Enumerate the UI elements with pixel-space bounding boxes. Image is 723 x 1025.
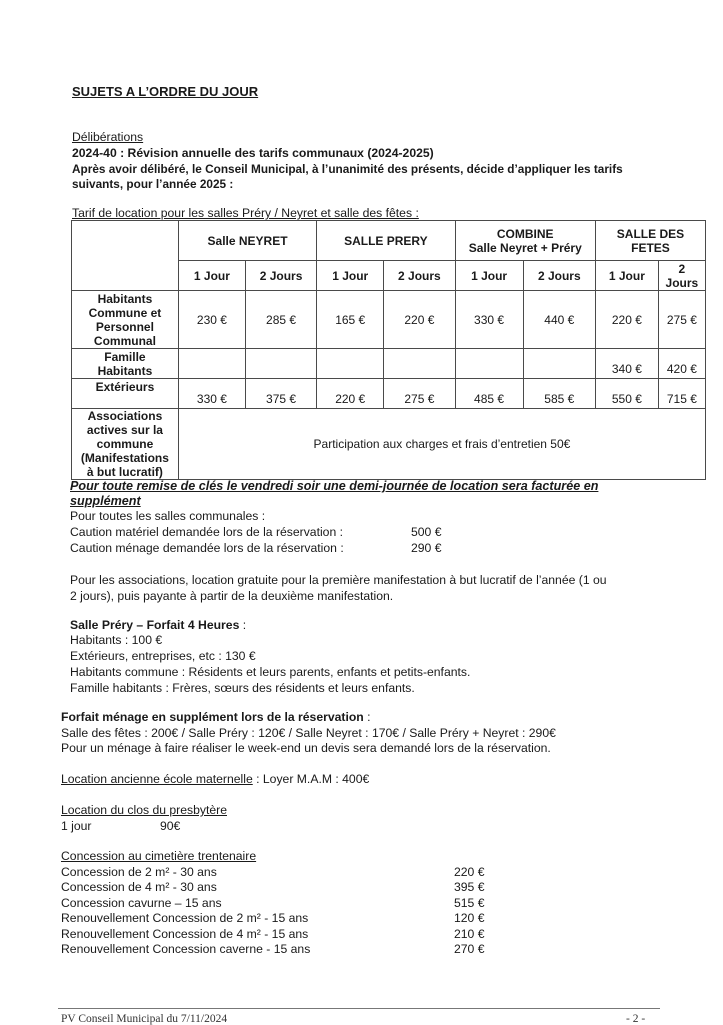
forfait-exterieurs: Extérieurs, entreprises, etc : 130 €: [70, 649, 256, 663]
row-label-line: Communal: [93, 333, 156, 348]
cimetiere-item-amount: 210 €: [454, 927, 485, 941]
sub-fetes-2j: [658, 261, 705, 291]
caution-menage: Caution ménage demandée lors de la réservation :: [70, 541, 344, 555]
table-cell: 220 €: [384, 291, 455, 349]
table-cell: 330 €: [455, 291, 523, 349]
table-cell-empty: [317, 349, 384, 379]
row-label-habitants: [72, 291, 179, 349]
deliberation-text-1: Après avoir délibéré, le Conseil Municipal, à l’unanimité des présents, décide d’appliquer les tarifs: [72, 162, 623, 176]
sub-fetes-1j: 1 Jour: [595, 261, 658, 291]
ecole-text: : Loyer M.A.M : 400€: [252, 772, 370, 786]
row-label-line: Habitants: [97, 363, 153, 378]
forfait-habitants: Habitants : 100 €: [70, 633, 163, 647]
table-row-famille: [72, 349, 706, 379]
ecole-line: [61, 772, 369, 786]
sub-neyret-2j: 2 Jours: [245, 261, 316, 291]
table-cell: 375 €: [245, 379, 316, 409]
table-cell: 440 €: [523, 291, 595, 349]
sub-prery-2j: 2 Jours: [384, 261, 455, 291]
row-label-famille: [72, 349, 179, 379]
page-title: SUJETS A L’ORDRE DU JOUR: [72, 84, 259, 99]
sub-fetes-2j-l1: 2: [678, 261, 686, 276]
presbytere-price: 90€: [160, 819, 181, 833]
header-fetes-l2: FETES: [631, 240, 670, 255]
table-caption: Tarif de location pour les salles Préry / Neyret et salle des fêtes :: [72, 206, 419, 220]
table-cell: 585 €: [523, 379, 595, 409]
associations-text-2: 2 jours), puis payante à partir de la deuxième manifestation.: [70, 589, 394, 603]
presbytere-period: 1 jour: [61, 819, 92, 833]
table-cell: 230 €: [178, 291, 245, 349]
cimetiere-item-amount: 515 €: [454, 896, 485, 910]
header-empty-cell: [72, 221, 179, 291]
row-label-line: (Manifestations: [80, 451, 169, 465]
header-neyret: Salle NEYRET: [178, 221, 316, 261]
deliberation-text-2: suivants, pour l’année 2025 :: [72, 177, 234, 191]
header-fetes-l1: SALLE DES: [616, 226, 685, 241]
page-number: - 2 -: [626, 1013, 646, 1025]
remise-line-1: Pour toute remise de clés le vendredi soir une demi-journée de location sera facturée en: [70, 479, 599, 493]
ecole-label: Location ancienne école maternelle: [61, 772, 253, 786]
cimetiere-item-label: Renouvellement Concession de 4 m² - 15 ans: [61, 927, 309, 941]
table-cell-empty: [178, 349, 245, 379]
table-cell: 275 €: [658, 291, 705, 349]
table-cell: 275 €: [384, 379, 455, 409]
table-cell-empty: [455, 349, 523, 379]
caution-menage-amount: 290 €: [411, 541, 442, 555]
table-cell: 485 €: [455, 379, 523, 409]
table-header-row: [72, 221, 706, 261]
menage-line-1: Salle des fêtes : 200€ / Salle Préry : 120€ / Salle Neyret : 170€ / Salle Préry + Neyret : 290€: [61, 726, 556, 740]
sub-fetes-2j-l2: Jours: [665, 275, 699, 290]
presbytere-title: Location du clos du presbytère: [61, 803, 227, 817]
caution-materiel-amount: 500 €: [411, 525, 442, 539]
salles-intro: Pour toutes les salles communales :: [70, 509, 266, 523]
table-row-associations: [72, 409, 706, 480]
tariff-table: [71, 220, 706, 480]
header-combine: [455, 221, 595, 261]
def-famille: Famille habitants : Frères, sœurs des résidents et leurs enfants.: [70, 681, 415, 695]
associations-text-1: Pour les associations, location gratuite pour la première manifestation à but lucratif de l’année (1 ou: [70, 573, 607, 587]
row-label-line: Personnel: [95, 319, 154, 334]
header-combine-l2: Salle Neyret + Préry: [468, 240, 582, 255]
row-label-line: Habitants: [97, 291, 153, 306]
header-prery: SALLE PRERY: [317, 221, 455, 261]
table-cell-empty: [245, 349, 316, 379]
sub-neyret-1j: 1 Jour: [178, 261, 245, 291]
forfait-4h-title: Salle Préry – Forfait 4 Heures: [70, 618, 240, 632]
table-cell: 285 €: [245, 291, 316, 349]
row-label-associations: [72, 409, 179, 480]
sub-combine-2j: 2 Jours: [523, 261, 595, 291]
remise-line-2: supplément: [70, 494, 141, 508]
cimetiere-item-label: Renouvellement Concession de 2 m² - 15 ans: [61, 911, 309, 925]
menage-title: Forfait ménage en supplément lors de la réservation: [61, 710, 364, 724]
cimetiere-item-label: Concession cavurne – 15 ans: [61, 896, 222, 910]
menage-heading: [61, 710, 371, 724]
cimetiere-item-amount: 220 €: [454, 865, 485, 879]
forfait-4h-colon: :: [239, 618, 247, 632]
table-cell: 220 €: [317, 379, 384, 409]
sub-prery-1j: 1 Jour: [317, 261, 384, 291]
header-fetes: [595, 221, 705, 261]
associations-participation: Participation aux charges et frais d’entretien 50€: [178, 409, 705, 480]
table-cell: 715 €: [658, 379, 705, 409]
section-label: Délibérations: [72, 130, 144, 144]
header-combine-l1: COMBINE: [496, 226, 554, 241]
cimetiere-item-label: Concession de 4 m² - 30 ans: [61, 880, 217, 894]
row-label-line: Associations: [87, 409, 163, 423]
table-cell: 340 €: [595, 349, 658, 379]
cimetiere-item-label: Concession de 2 m² - 30 ans: [61, 865, 217, 879]
cimetiere-title: Concession au cimetière trentenaire: [61, 849, 257, 863]
footer-divider: [58, 1008, 660, 1009]
menage-line-2: Pour un ménage à faire réaliser le week-end un devis sera demandé lors de la réservation.: [61, 741, 551, 755]
table-row-habitants: [72, 291, 706, 349]
table-cell-empty: [523, 349, 595, 379]
menage-colon: :: [363, 710, 371, 724]
table-cell: 420 €: [658, 349, 705, 379]
table-cell: 330 €: [178, 379, 245, 409]
row-label-line: à but lucratif): [86, 465, 163, 479]
forfait-4h-heading: [70, 618, 246, 632]
table-cell: 220 €: [595, 291, 658, 349]
cimetiere-item-amount: 395 €: [454, 880, 485, 894]
table-cell: 165 €: [317, 291, 384, 349]
table-row-exterieurs: [72, 379, 706, 409]
table-cell: 550 €: [595, 379, 658, 409]
footer-left: PV Conseil Municipal du 7/11/2024: [61, 1013, 228, 1025]
row-label-exterieurs: Extérieurs: [72, 379, 179, 409]
def-habitants: Habitants commune : Résidents et leurs parents, enfants et petits-enfants.: [70, 665, 471, 679]
caution-materiel: Caution matériel demandée lors de la réservation :: [70, 525, 344, 539]
cimetiere-item-label: Renouvellement Concession caverne - 15 ans: [61, 942, 311, 956]
row-label-line: commune: [96, 437, 154, 451]
table-cell-empty: [384, 349, 455, 379]
cimetiere-item-amount: 120 €: [454, 911, 485, 925]
row-label-line: Commune et: [88, 305, 162, 320]
row-label-line: Famille: [104, 349, 146, 364]
row-label-line: actives sur la: [86, 423, 163, 437]
deliberation-title: 2024-40 : Révision annuelle des tarifs communaux (2024-2025): [72, 146, 434, 160]
sub-combine-1j: 1 Jour: [455, 261, 523, 291]
cimetiere-item-amount: 270 €: [454, 942, 485, 956]
